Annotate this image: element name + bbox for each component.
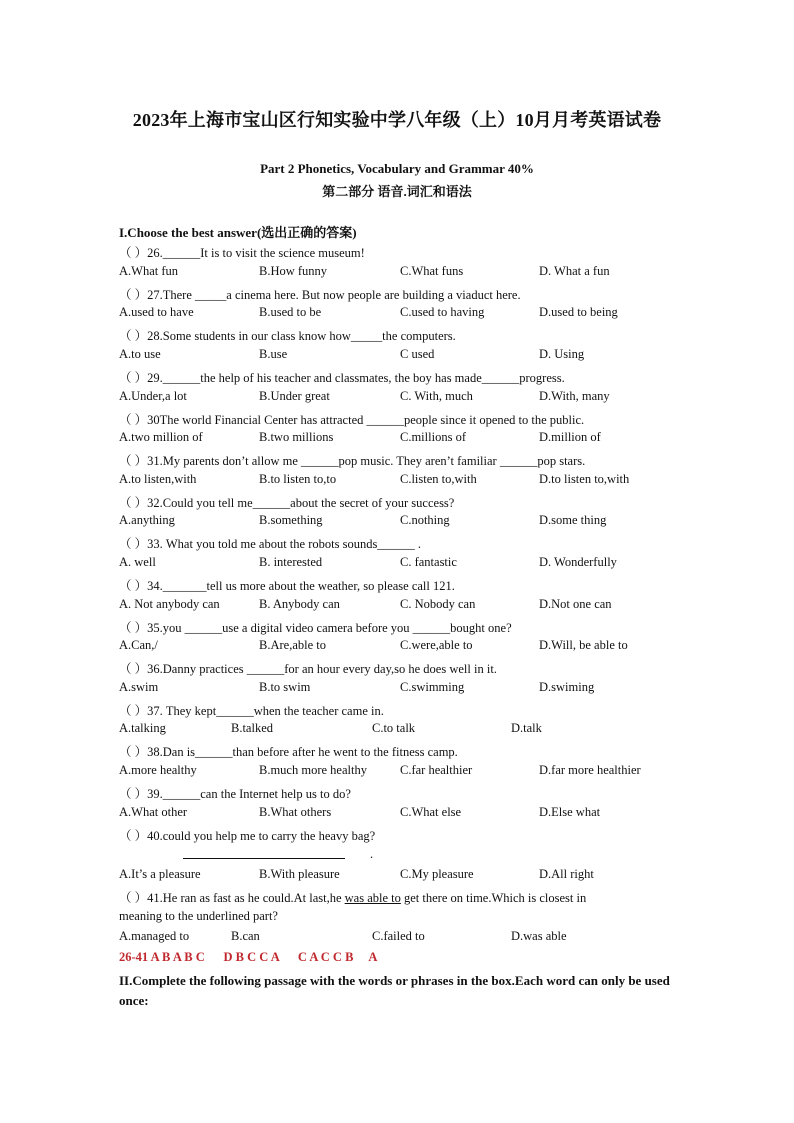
option-c: C.millions of — [400, 430, 466, 444]
option-d: D.All right — [539, 867, 594, 881]
option-c: C.My pleasure — [400, 867, 474, 881]
question-28: （ ）28.Some students in our class know how_____the computers. — [119, 329, 456, 343]
options-36 — [119, 680, 679, 698]
option-c: C. fantastic — [400, 555, 457, 569]
option-a: A.What fun — [119, 264, 179, 278]
question-41-text: （ ）41.He ran as fast as he could.At last,he — [119, 891, 345, 905]
question-26: （ ）26.______It is to visit the science museum! — [119, 246, 365, 260]
question-41 — [119, 888, 586, 906]
option-a: A. well — [119, 555, 156, 569]
section-2-heading: II.Complete the following passage with the words or phrases in the box.Each word can only be used once: — [119, 973, 670, 1008]
option-d: D.million of — [539, 430, 601, 444]
options-31 — [119, 472, 679, 490]
option-a: A.to listen,with — [119, 472, 197, 486]
option-c: C.listen to,with — [400, 472, 477, 486]
question-34: （ ）34._______tell us more about the weather, so please call 121. — [119, 579, 455, 593]
option-c: C.far healthier — [400, 763, 473, 777]
question-27: （ ）27.There _____a cinema here. But now people are building a viaduct here. — [119, 288, 521, 302]
option-a: A.Under,a lot — [119, 389, 187, 403]
option-d: D.far more healthier — [539, 763, 641, 777]
option-b: B.With pleasure — [259, 867, 340, 881]
option-b: B.What others — [259, 805, 332, 819]
option-c: C.What funs — [400, 264, 464, 278]
option-a: A.more healthy — [119, 763, 197, 777]
option-a: A.two million of — [119, 430, 203, 444]
option-a: A.anything — [119, 513, 175, 527]
question-41-line-2: meaning to the underlined part? — [119, 909, 278, 923]
part-heading-english: Part 2 Phonetics, Vocabulary and Grammar 40% — [260, 161, 534, 176]
option-b: B.Under great — [259, 389, 330, 403]
options-37 — [119, 721, 679, 739]
option-a: A.talking — [119, 721, 166, 735]
options-27 — [119, 305, 679, 323]
option-c: C used — [400, 347, 435, 361]
option-b: B.to swim — [259, 680, 311, 694]
options-30 — [119, 430, 679, 448]
option-a: A. Not anybody can — [119, 597, 220, 611]
option-d: D.was able — [511, 929, 567, 943]
option-b: B.use — [259, 347, 288, 361]
option-d: D. What a fun — [539, 264, 610, 278]
part-heading-chinese: 第二部分 语音.词汇和语法 — [322, 184, 472, 199]
question-30: （ ）30The world Financial Center has attracted ______people since it opened to the public. — [119, 413, 585, 427]
option-a: A.used to have — [119, 305, 194, 319]
question-33: （ ）33. What you told me about the robots sounds______ . — [119, 537, 422, 551]
question-29: （ ）29.______the help of his teacher and classmates, the boy has made______progress. — [119, 371, 565, 385]
option-a: A.It’s a pleasure — [119, 867, 201, 881]
option-b: B.much more healthy — [259, 763, 367, 777]
option-d: D. Wonderfully — [539, 555, 617, 569]
options-33 — [119, 555, 679, 573]
option-c: C.used to having — [400, 305, 485, 319]
option-b: B.talked — [231, 721, 274, 735]
option-d: D.Else what — [539, 805, 601, 819]
section-1-heading: I.Choose the best answer(选出正确的答案) — [119, 225, 357, 240]
option-d: D. Using — [539, 347, 585, 361]
option-b: B.something — [259, 513, 323, 527]
options-38 — [119, 763, 679, 781]
option-b: B. interested — [259, 555, 323, 569]
exam-title: 2023年上海市宝山区行知实验中学八年级（上）10月月考英语试卷 — [132, 110, 662, 130]
option-b: B.two millions — [259, 430, 334, 444]
options-26 — [119, 264, 679, 282]
option-b: B.can — [231, 929, 260, 943]
option-d: D.some thing — [539, 513, 607, 527]
option-c: C.to talk — [372, 721, 416, 735]
option-d: D.used to being — [539, 305, 618, 319]
option-c: C.swimming — [400, 680, 465, 694]
options-35 — [119, 638, 679, 656]
option-c: C. With, much — [400, 389, 473, 403]
options-29 — [119, 389, 679, 407]
option-c: C.failed to — [372, 929, 425, 943]
question-38: （ ）38.Dan is______than before after he went to the fitness camp. — [119, 745, 458, 759]
option-d: D.Will, be able to — [539, 638, 628, 652]
option-a: A.to use — [119, 347, 161, 361]
option-a: A.swim — [119, 680, 159, 694]
blank-period: . — [370, 847, 374, 861]
options-39 — [119, 805, 679, 823]
options-28 — [119, 347, 679, 365]
option-a: A.managed to — [119, 929, 190, 943]
answer-blank-line — [183, 858, 345, 859]
option-a: A.Can,/ — [119, 638, 158, 652]
option-c: C.were,able to — [400, 638, 473, 652]
option-b: B.Are,able to — [259, 638, 326, 652]
option-d: D.swiming — [539, 680, 595, 694]
option-d: D.With, many — [539, 389, 610, 403]
question-31: （ ）31.My parents don’t allow me ______pop music. They aren’t familiar ______pop stars. — [119, 454, 586, 468]
option-b: B.How funny — [259, 264, 328, 278]
question-37: （ ）37. They kept______when the teacher came in. — [119, 704, 384, 718]
option-d: D.talk — [511, 721, 542, 735]
question-39: （ ）39.______can the Internet help us to do? — [119, 787, 351, 801]
option-a: A.What other — [119, 805, 188, 819]
underlined-phrase: was able to — [344, 891, 401, 905]
answer-key: 26-41 A B A B C D B C C A C A C C B A — [119, 950, 378, 964]
question-36: （ ）36.Danny practices ______for an hour every day,so he does well in it. — [119, 662, 497, 676]
options-32 — [119, 513, 679, 531]
option-d: D.Not one can — [539, 597, 612, 611]
question-41-text-cont: get there on time.Which is closest in — [400, 891, 587, 905]
options-40 — [119, 867, 679, 885]
options-41 — [119, 929, 679, 947]
option-b: B.used to be — [259, 305, 322, 319]
options-34 — [119, 597, 679, 615]
option-b: B.to listen to,to — [259, 472, 337, 486]
option-b: B. Anybody can — [259, 597, 340, 611]
option-c: C. Nobody can — [400, 597, 476, 611]
option-c: C.What else — [400, 805, 462, 819]
question-40: （ ）40.could you help me to carry the heavy bag? — [119, 829, 376, 843]
question-32: （ ）32.Could you tell me______about the secret of your success? — [119, 496, 455, 510]
question-35: （ ）35.you ______use a digital video camera before you ______bought one? — [119, 621, 512, 635]
option-d: D.to listen to,with — [539, 472, 630, 486]
option-c: C.nothing — [400, 513, 450, 527]
